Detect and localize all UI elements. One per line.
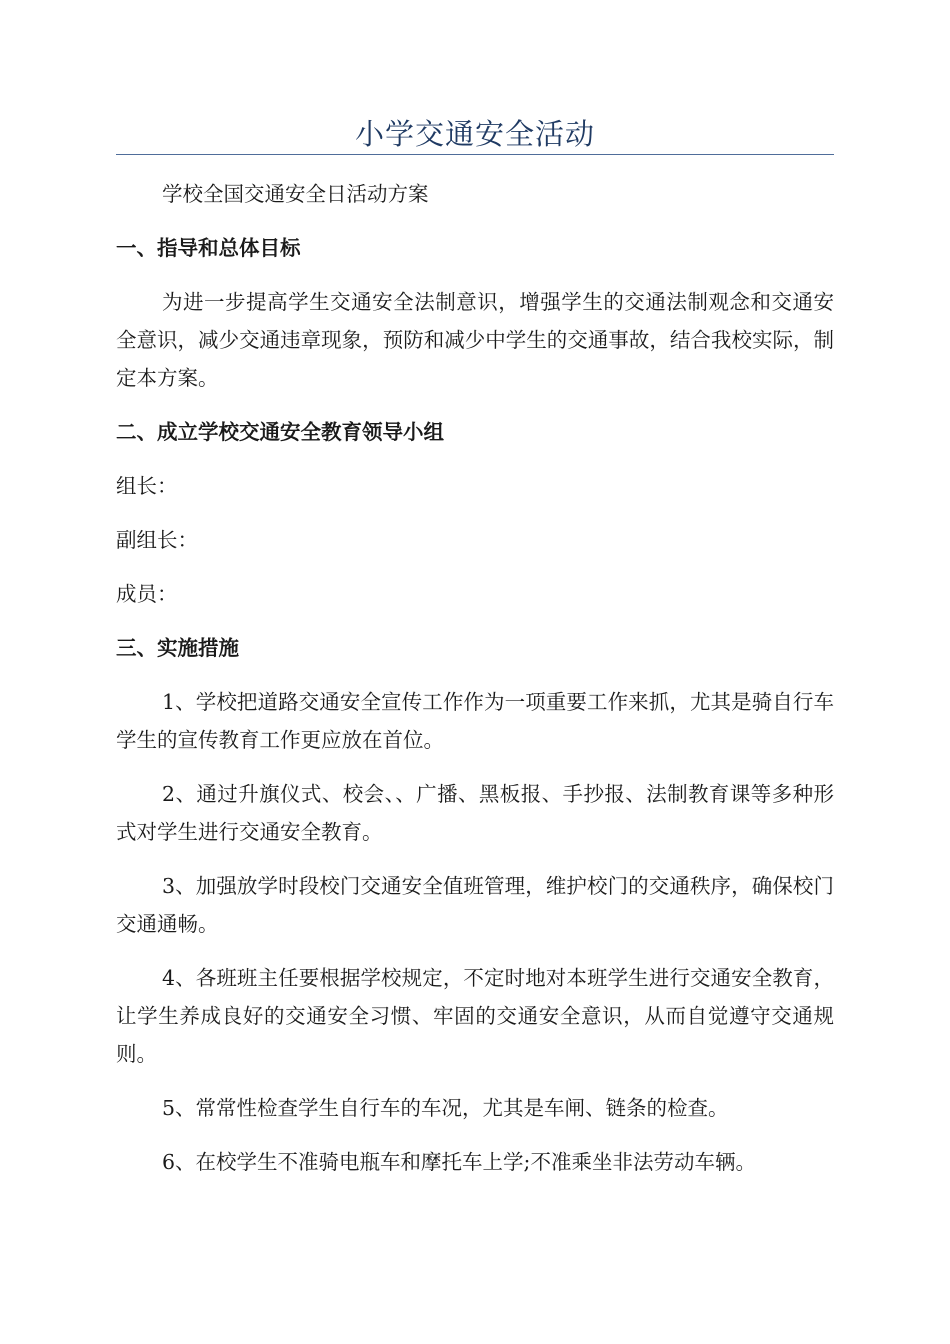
spacer bbox=[116, 851, 834, 867]
measure-item: 2、通过升旗仪式、校会、、广播、黑板报、手抄报、法制教育课等多种形式对学生进行交通安全教育。 bbox=[116, 782, 834, 844]
spacer bbox=[116, 559, 834, 575]
spacer bbox=[116, 943, 834, 959]
members-line: 成员： bbox=[116, 582, 178, 606]
document-title: 小学交通安全活动 bbox=[354, 117, 595, 151]
spacer bbox=[116, 505, 834, 521]
spacer bbox=[116, 1127, 834, 1143]
document-subtitle: 学校全国交通安全日活动方案 bbox=[162, 182, 429, 206]
title-underline bbox=[116, 154, 834, 155]
section-heading-leadership: 二、成立学校交通安全教育领导小组 bbox=[116, 420, 444, 444]
section-heading-goals: 一、指导和总体目标 bbox=[116, 236, 301, 260]
spacer bbox=[116, 667, 834, 683]
spacer bbox=[116, 397, 834, 413]
document-body bbox=[116, 175, 834, 1181]
spacer bbox=[116, 451, 834, 467]
measure-item: 1、学校把道路交通安全宣传工作作为一项重要工作来抓，尤其是骑自行车学生的宣传教育工作更应放在首位。 bbox=[116, 690, 834, 752]
spacer bbox=[116, 759, 834, 775]
spacer bbox=[116, 213, 834, 229]
measure-item: 4、各班班主任要根据学校规定，不定时地对本班学生进行交通安全教育，让学生养成良好的交通安全习惯、牢固的交通安全意识，从而自觉遵守交通规则。 bbox=[116, 966, 834, 1066]
spacer bbox=[116, 267, 834, 283]
section-paragraph-goals: 为进一步提高学生交通安全法制意识，增强学生的交通法制观念和交通安全意识，减少交通违章现象，预防和减少中学生的交通事故，结合我校实际，制定本方案。 bbox=[116, 290, 834, 390]
section-heading-measures: 三、实施措施 bbox=[116, 636, 239, 660]
measure-item: 5、常常性检查学生自行车的车况，尤其是车闸、链条的检查。 bbox=[162, 1096, 729, 1120]
spacer bbox=[116, 613, 834, 629]
measure-item: 3、加强放学时段校门交通安全值班管理，维护校门的交通秩序，确保校门交通通畅。 bbox=[116, 874, 834, 936]
spacer bbox=[116, 1073, 834, 1089]
leader-line: 组长： bbox=[116, 474, 178, 498]
measure-item: 6、在校学生不准骑电瓶车和摩托车上学;不准乘坐非法劳动车辆。 bbox=[162, 1150, 756, 1174]
deputy-leader-line: 副组长： bbox=[116, 528, 198, 552]
